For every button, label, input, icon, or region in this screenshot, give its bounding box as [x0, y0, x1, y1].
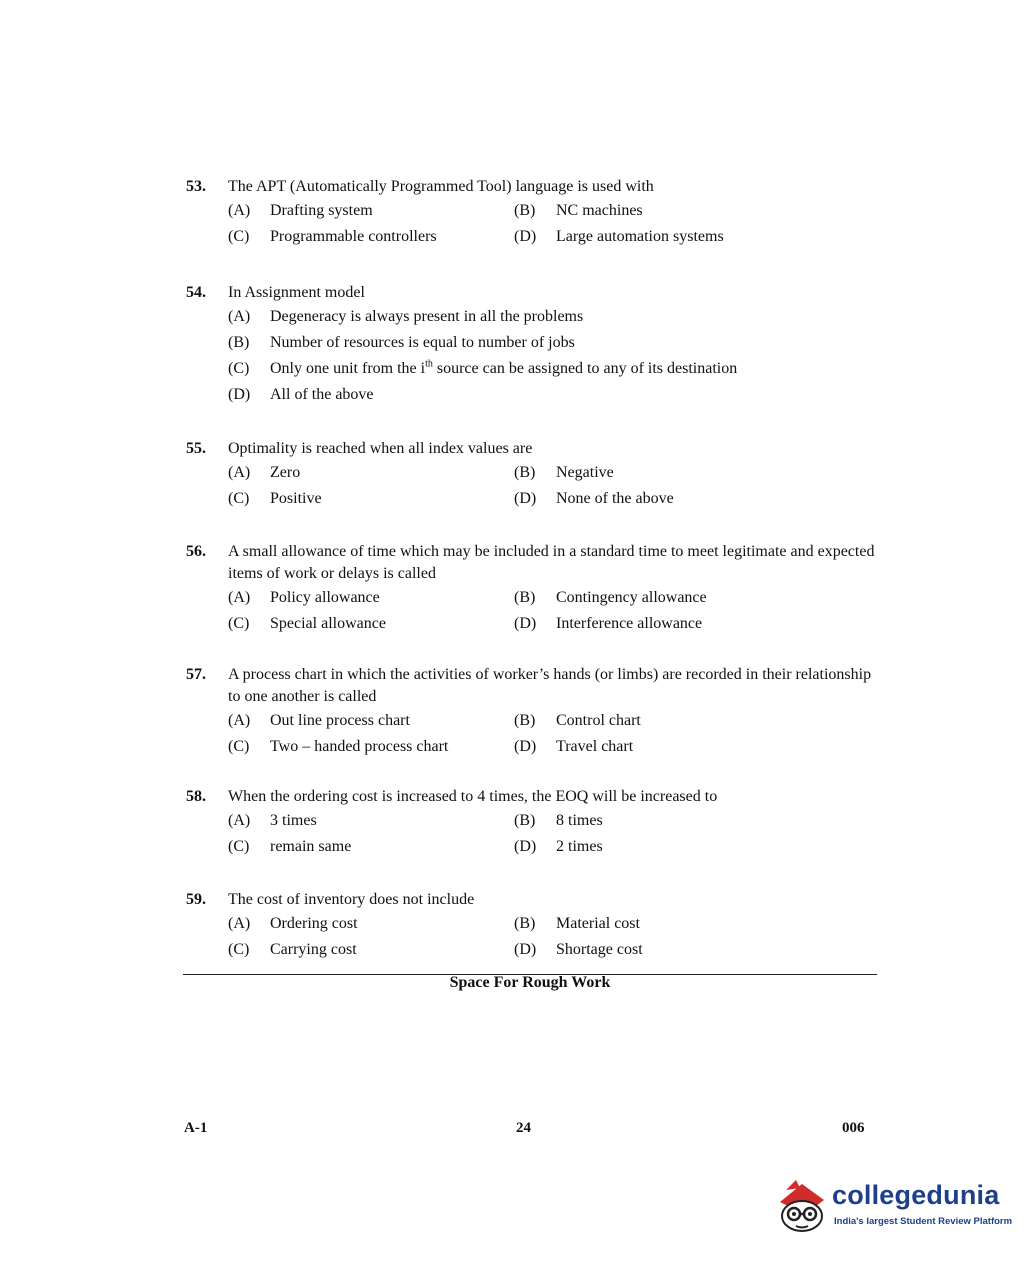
option-label: (C)	[228, 228, 250, 245]
question-text: In Assignment model	[228, 284, 365, 301]
option-text: Carrying cost	[270, 941, 357, 958]
question-number: 57.	[186, 666, 206, 683]
option-label: (A)	[228, 812, 251, 829]
option-label: (D)	[514, 738, 537, 755]
question-text: A small allowance of time which may be included in a standard time to meet legitimate and expected items of work or delays is called	[228, 543, 875, 582]
option-text: Number of resources is equal to number of jobs	[270, 334, 575, 351]
page-number: 24	[516, 1120, 531, 1136]
question-56	[186, 541, 876, 637]
option-text: None of the above	[556, 490, 674, 507]
question-55	[186, 438, 876, 512]
option-text: 2 times	[556, 838, 603, 855]
option-text: Positive	[270, 490, 322, 507]
option-label: (B)	[514, 589, 536, 606]
option-label: (A)	[228, 464, 251, 481]
option-label: (C)	[228, 615, 250, 632]
option-text: Travel chart	[556, 738, 634, 755]
option-label: (C)	[228, 738, 250, 755]
option-label: (A)	[228, 915, 251, 932]
option-text: NC machines	[556, 202, 643, 219]
option-text: Ordering cost	[270, 915, 358, 932]
question-number: 54.	[186, 284, 206, 301]
footer-code: 006	[842, 1120, 865, 1136]
question-number: 53.	[186, 178, 206, 195]
option-label: (B)	[228, 334, 250, 351]
option-label: (A)	[228, 712, 251, 729]
question-number: 59.	[186, 891, 206, 908]
option-text: Drafting system	[270, 202, 373, 219]
option-text: Policy allowance	[270, 589, 380, 606]
question-text: When the ordering cost is increased to 4 times, the EOQ will be increased to	[228, 788, 718, 805]
option-label: (C)	[228, 490, 250, 507]
option-label: (B)	[514, 712, 536, 729]
question-59	[186, 889, 876, 963]
option-label: (D)	[514, 490, 537, 507]
option-label: (D)	[228, 386, 251, 403]
option-text: All of the above	[270, 386, 374, 403]
option-label: (A)	[228, 589, 251, 606]
mascot-icon	[772, 1172, 832, 1234]
option-label: (C)	[228, 360, 250, 377]
option-text: Contingency allowance	[556, 589, 707, 606]
option-text: Degeneracy is always present in all the problems	[270, 308, 584, 325]
option-label: (D)	[514, 838, 537, 855]
option-label: (B)	[514, 202, 536, 219]
option-text: Zero	[270, 464, 301, 481]
option-text: Large automation systems	[556, 228, 724, 245]
question-54	[186, 282, 876, 408]
footer-series: A-1	[184, 1120, 208, 1136]
question-58	[186, 786, 876, 860]
option-label: (B)	[514, 464, 536, 481]
option-label: (C)	[228, 838, 250, 855]
option-label: (A)	[228, 202, 251, 219]
option-text: Out line process chart	[270, 712, 410, 729]
option-label: (D)	[514, 615, 537, 632]
collegedunia-logo	[772, 1170, 1012, 1240]
logo-wordmark: collegedunia	[832, 1180, 1000, 1210]
question-text: Optimality is reached when all index values are	[228, 440, 533, 457]
option-label: (C)	[228, 941, 250, 958]
option-label: (D)	[514, 941, 537, 958]
option-text: 8 times	[556, 812, 603, 829]
question-text: The APT (Automatically Programmed Tool) language is used with	[228, 178, 654, 195]
question-number: 56.	[186, 543, 206, 560]
option-text: Shortage cost	[556, 941, 643, 958]
question-53	[186, 176, 876, 250]
question-number: 55.	[186, 440, 206, 457]
option-text: Control chart	[556, 712, 641, 729]
option-text: Two – handed process chart	[270, 738, 449, 755]
option-label: (B)	[514, 915, 536, 932]
option-text: Material cost	[556, 915, 640, 932]
option-text: Negative	[556, 464, 614, 481]
option-label: (A)	[228, 308, 251, 325]
option-text: Programmable controllers	[270, 228, 437, 245]
question-text: The cost of inventory does not include	[228, 891, 475, 908]
option-text: Only one unit from the $i^{th}$ source can be assigned to any of its destination	[270, 358, 738, 377]
option-text: remain same	[270, 838, 352, 855]
question-text: A process chart in which the activities of worker’s hands (or limbs) are recorded in their relationship to one another is called	[228, 666, 872, 705]
option-text: 3 times	[270, 812, 317, 829]
question-number: 58.	[186, 788, 206, 805]
rough-work-label: Space For Rough Work	[449, 974, 611, 991]
option-text: Special allowance	[270, 615, 386, 632]
logo-tagline: India's largest Student Review Platform	[834, 1216, 1013, 1227]
option-label: (B)	[514, 812, 536, 829]
question-57	[186, 664, 876, 760]
option-label: (D)	[514, 228, 537, 245]
option-text: Interference allowance	[556, 615, 703, 632]
